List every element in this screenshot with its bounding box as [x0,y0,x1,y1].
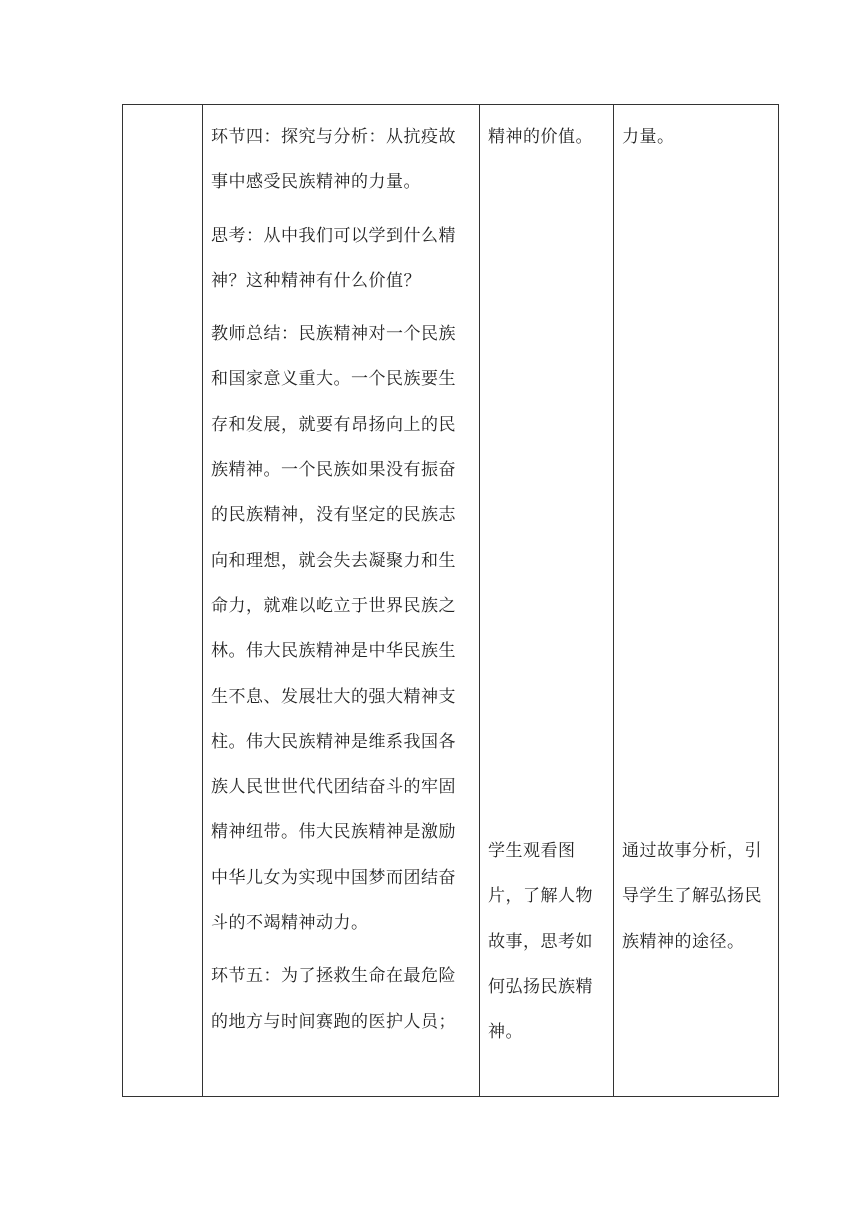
paragraph-stage-five: 环节五：为了拯救生命在最危险的地方与时间赛跑的医护人员； [211,966,456,1032]
table-row [123,105,779,1097]
student-activity-top-text: 精神的价值。 [488,127,593,147]
design-intent-top-text: 力量。 [622,127,675,147]
student-activity-bottom-text: 学生观看图片，了解人物故事，思考如何弘扬民族精神。 [488,841,593,1043]
lesson-plan-table [122,104,779,1097]
paragraph-think-question: 思考：从中我们可以学到什么精神？这种精神有什么价值？ [211,225,456,291]
cell-student-activity [480,105,614,1097]
paragraph-teacher-summary: 教师总结：民族精神对一个民族和国家意义重大。一个民族要生存和发展，就要有昂扬向上的民族精神。一个民族如果没有振奋的民族精神，没有坚定的民族志向和理想，就会失去凝聚力和生命力，就难以屹立于世界民族之林。伟大民族精神是中华民族生生不息、发展壮大的强大精神支柱。伟大民族精神是维系我国各族人民世世代代团结奋斗的牢固精神纽带。伟大民族精神是激励中华儿女为实现中国梦而团结奋斗的不竭精神动力。 [211,324,456,934]
paragraph-stage-four: 环节四：探究与分析：从抗疫故事中感受民族精神的力量。 [211,127,456,193]
cell-design-intent [614,105,779,1097]
cell-empty-label-column [123,105,203,1097]
design-intent-bottom-text: 通过故事分析，引导学生了解弘扬民族精神的途径。 [622,841,762,952]
cell-teaching-process [203,105,480,1097]
